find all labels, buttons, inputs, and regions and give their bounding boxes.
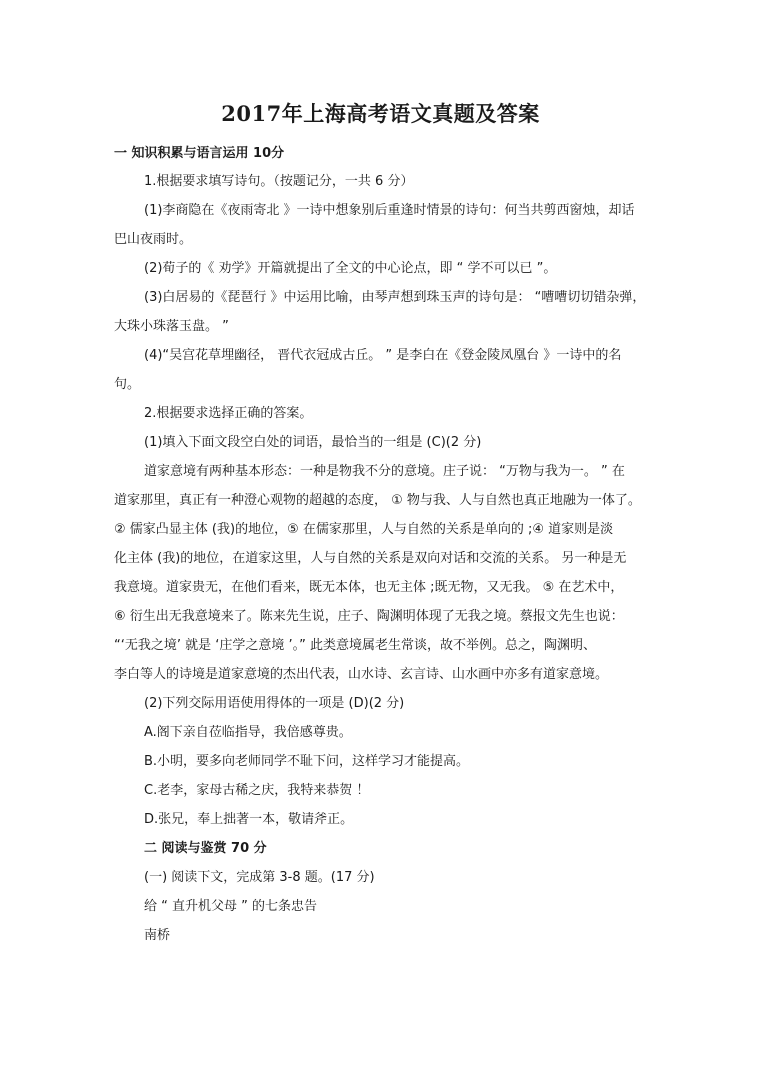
- passage-line: 李白等人的诗境是道家意境的杰出代表，山水诗、玄言诗、山水画中亦多有道家意境。: [114, 667, 609, 682]
- text-line: (2)荀子的《 劝学》开篇就提出了全文的中心论点，即 “ 学不可以已 ”。: [144, 261, 557, 276]
- question-1-prompt: 1.根据要求填写诗句。（按题记分，一共 6 分）: [144, 174, 414, 189]
- text-line: (1)李商隐在《夜雨寄北 》一诗中想象别后重逢时情景的诗句：何当共剪西窗烛，却话: [144, 203, 635, 218]
- text-line: (1)填入下面文段空白处的词语，最恰当的一组是 (C)(2 分): [144, 435, 482, 450]
- text-line: (4)“吴宫花草埋幽径， 晋代衣冠成古丘。 ” 是李白在《登金陵凤凰台 》一诗中的名: [144, 348, 622, 363]
- text-line: (一) 阅读下文，完成第 3-8 题。(17 分): [144, 870, 375, 885]
- option-a: A.阁下亲自莅临指导，我倍感尊贵。: [144, 725, 352, 740]
- text-line: (2)下列交际用语使用得体的一项是 (D)(2 分): [144, 696, 405, 711]
- passage-line: 道家意境有两种基本形态：一种是物我不分的意境。庄子说： “万物与我为一。 ” 在: [144, 464, 625, 479]
- question-2-prompt: 2.根据要求选择正确的答案。: [144, 406, 313, 421]
- article-author: 南桥: [144, 928, 171, 943]
- option-c: C.老李，家母古稀之庆，我特来恭贺 ！: [144, 783, 370, 798]
- document-title: 2017年上海高考语文真题及答案: [221, 101, 540, 126]
- text-line: 句。: [114, 377, 141, 392]
- text-line: 大珠小珠落玉盘。 ”: [114, 319, 229, 334]
- option-b: B.小明，要多向老师同学不耻下问，这样学习才能提高。: [144, 754, 470, 769]
- passage-line: ⑥ 衍生出无我意境来了。陈来先生说，庄子、陶渊明体现了无我之境。蔡报文先生也说：: [114, 609, 624, 624]
- passage-line: 化主体 (我)的地位，在道家这里，人与自然的关系是双向对话和交流的关系。 另一种是无: [114, 551, 627, 566]
- section-heading-1: 一 知识积累与语言运用 10分: [114, 146, 285, 161]
- passage-line: ② 儒家凸显主体 (我)的地位，⑤ 在儒家那里，人与自然的关系是单向的 ;④ 道家则是淡: [114, 522, 614, 537]
- option-d: D.张兄，奉上拙著一本，敬请斧正。: [144, 812, 354, 827]
- text-line: 巴山夜雨时。: [114, 232, 193, 247]
- passage-line: 我意境。道家贵无，在他们看来，既无本体，也无主体 ;既无物，又无我。 ⑤ 在艺术中，: [114, 580, 624, 595]
- passage-line: “‘无我之境’ 就是 ‘庄学之意境 ’。” 此类意境属老生常谈，故不举例。总之，陶渊明、: [114, 638, 597, 653]
- text-line: (3)白居易的《琵琶行 》中运用比喻，由琴声想到珠玉声的诗句是： “嘈嘈切切错杂弹，: [144, 290, 646, 305]
- section-heading-2: 二 阅读与鉴赏 70 分: [144, 841, 267, 856]
- passage-line: 道家那里，真正有一种澄心观物的超越的态度， ① 物与我、人与自然也真正地融为一体了。: [114, 493, 641, 508]
- article-title: 给 “ 直升机父母 ” 的七条忠告: [144, 899, 317, 914]
